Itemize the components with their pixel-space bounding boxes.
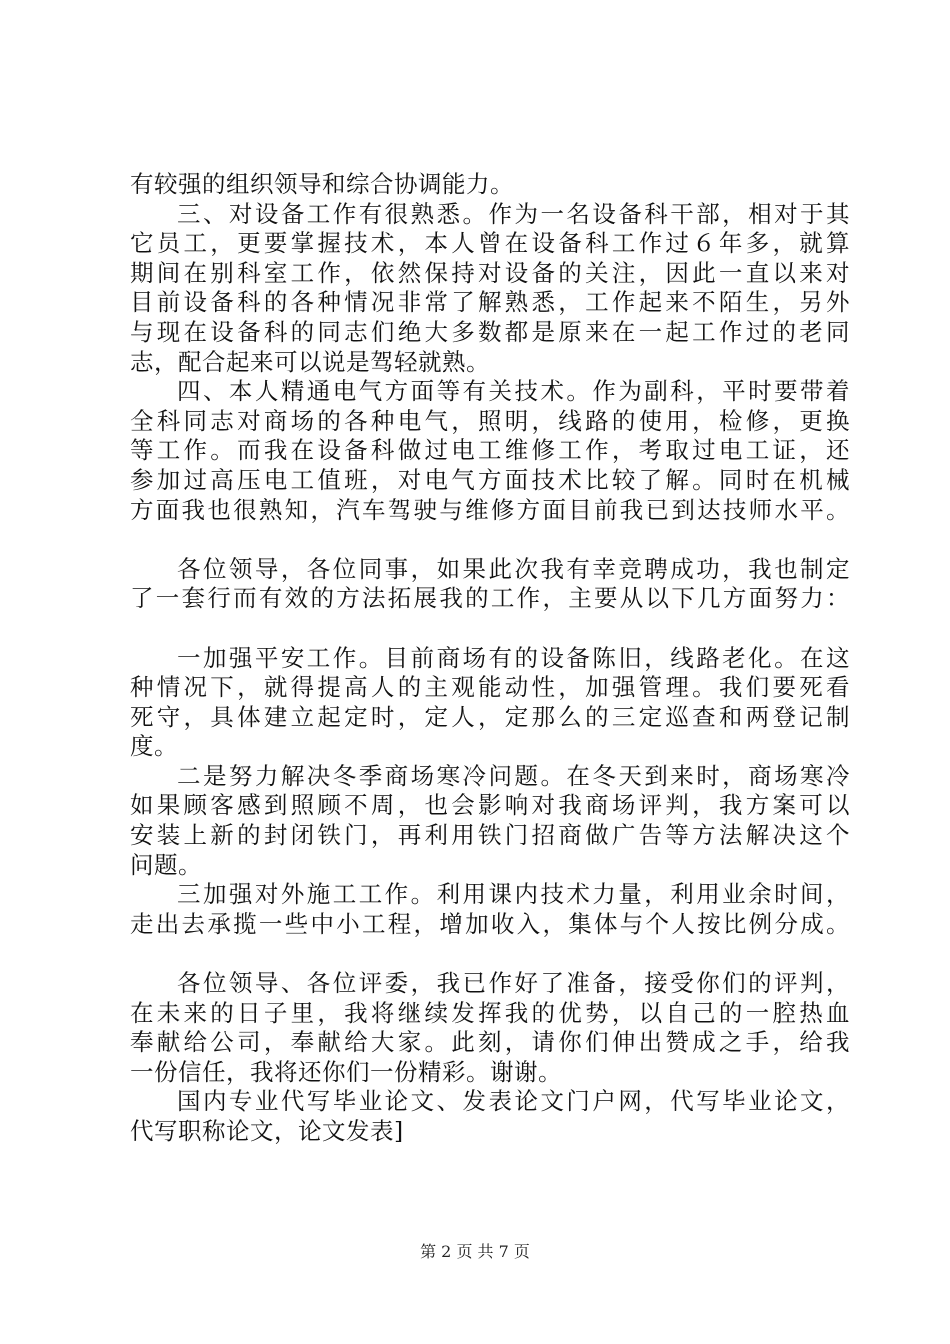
paragraph-line: 等工作。而我在设备科做过电工维修工作，考取过电工证，还: [130, 436, 850, 465]
paragraph-line: 了一套行而有效的方法拓展我的工作，主要从以下几方面努力：: [130, 584, 850, 613]
paragraph-line: 二是努力解决冬季商场寒冷问题。在冬天到来时，商场寒冷: [177, 761, 850, 790]
page-footer: 第 2 页 共 7 页: [420, 1242, 530, 1261]
paragraph-line: 度。: [130, 732, 178, 761]
paragraph-line: 三、对设备工作有很熟悉。作为一名设备科干部，相对于其: [177, 199, 850, 228]
paragraph-line: 方面我也很熟知，汽车驾驶与维修方面目前我已到达技师水平。: [130, 495, 850, 524]
paragraph-line: 国内专业代写毕业论文、发表论文门户网，代写毕业论文，: [177, 1087, 850, 1116]
paragraph-line: 期间在别科室工作，依然保持对设备的关注，因此一直以来对: [130, 258, 850, 287]
paragraph-line: 安装上新的封闭铁门，再利用铁门招商做广告等方法解决这个: [130, 821, 850, 850]
paragraph-line: 各位领导、各位评委，我已作好了准备，接受你们的评判，: [177, 969, 850, 998]
paragraph-line: 目前设备科的各种情况非常了解熟悉，工作起来不陌生，另外: [130, 288, 850, 317]
paragraph-gap: [130, 939, 850, 969]
paragraph-line: 与现在设备科的同志们绝大多数都是原来在一起工作过的老同: [130, 317, 850, 346]
paragraph-line: 如果顾客感到照顾不周，也会影响对我商场评判，我方案可以: [130, 791, 850, 820]
document-body: [130, 170, 850, 1147]
paragraph-line: 各位领导，各位同事，如果此次我有幸竞聘成功，我也制定: [177, 554, 850, 583]
paragraph-line: 四、本人精通电气方面等有关技术。作为副科，平时要带着: [177, 377, 850, 406]
paragraph-line: 死守，具体建立起定时，定人，定那么的三定巡查和两登记制: [130, 702, 850, 731]
paragraph-gap: [130, 614, 850, 644]
paragraph-line: 三加强对外施工工作。利用课内技术力量，利用业余时间，: [177, 880, 850, 909]
paragraph-line: 参加过高压电工值班，对电气方面技术比较了解。同时在机械: [130, 465, 850, 494]
paragraph-line: 代写职称论文，论文发表]: [130, 1117, 404, 1145]
paragraph-line: 一份信任，我将还你们一份精彩。谢谢。: [130, 1057, 562, 1086]
paragraph-line: 种情况下，就得提高人的主观能动性，加强管理。我们要死看: [130, 673, 850, 702]
paragraph-gap: [130, 525, 850, 555]
paragraph-line: 全科同志对商场的各种电气，照明，线路的使用，检修，更换: [130, 406, 850, 435]
paragraph-line: 它员工，更要掌握技术，本人曾在设备科工作过６年多，就算: [130, 229, 850, 258]
paragraph-line: 一加强平安工作。目前商场有的设备陈旧，线路老化。在这: [177, 643, 850, 672]
paragraph-line: 志，配合起来可以说是驾轻就熟。: [130, 347, 490, 376]
paragraph-line: 走出去承揽一些中小工程，增加收入，集体与个人按比例分成。: [130, 909, 850, 938]
paragraph-line: 在未来的日子里，我将继续发挥我的优势，以自己的一腔热血: [130, 998, 850, 1027]
paragraph-line: 奉献给公司，奉献给大家。此刻，请你们伸出赞成之手，给我: [130, 1028, 850, 1057]
paragraph-line: 有较强的组织领导和综合协调能力。: [130, 170, 514, 198]
paragraph-line: 问题。: [130, 850, 202, 879]
